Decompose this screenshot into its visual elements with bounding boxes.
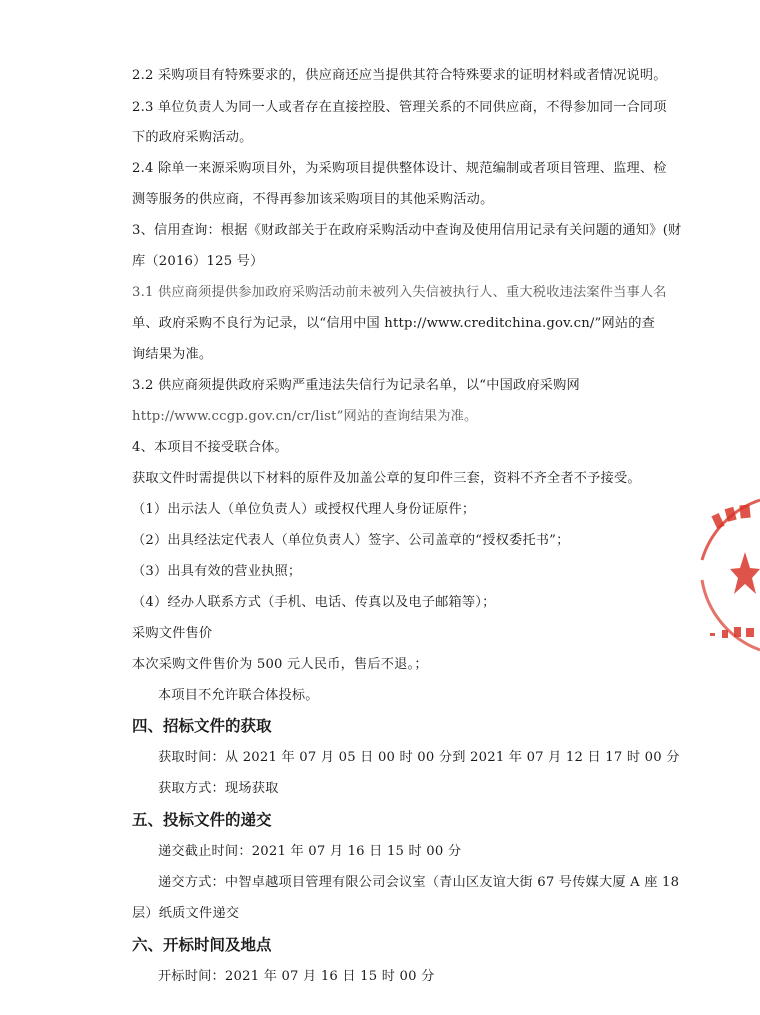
- text-line: （1）出示法人（单位负责人）或授权代理人身份证原件；: [132, 502, 476, 517]
- text-line: 3.1 供应商须提供参加政府采购活动前未被列入失信被执行人、重大税收违法案件当事人名: [132, 285, 667, 300]
- text-line: 获取文件时需提供以下材料的原件及加盖公章的复印件三套，资料不齐全者不予接受。: [132, 471, 641, 486]
- text-line: 3、信用查询：根据《财政部关于在政府采购活动中查询及使用信用记录有关问题的通知》(财: [132, 223, 682, 238]
- text-line: 3.2 供应商须提供政府采购严重违法失信行为记录名单，以“中国政府采购网: [132, 378, 580, 393]
- text-line: 4、本项目不接受联合体。: [132, 440, 288, 455]
- text-line: （3）出具有效的营业执照；: [132, 564, 302, 579]
- text-line: （4）经办人联系方式（手机、电话、传真以及电子邮箱等）；: [132, 595, 496, 610]
- text-line: （2）出具经法定代表人（单位负责人）签字、公司盖章的“授权委托书”；: [132, 533, 570, 548]
- text-line: http://www.ccgp.gov.cn/cr/list”网站的查询结果为准。: [132, 409, 478, 424]
- text-line: 获取方式：现场获取: [158, 781, 279, 796]
- section-heading-4: 四、招标文件的获取: [132, 717, 272, 735]
- section-heading-6: 六、开标时间及地点: [132, 936, 272, 954]
- text-line: 本项目不允许联合体投标。: [158, 688, 319, 703]
- company-seal-stamp: [700, 490, 760, 660]
- text-line: 获取时间：从 2021 年 07 月 05 日 00 时 00 分到 2021 年 07 月 12 日 17 时 00 分: [158, 750, 680, 765]
- text-line: 递交方式：中智卓越项目管理有限公司会议室（青山区友谊大街 67 号传媒大厦 A 座 18: [158, 875, 680, 890]
- text-line: 本次采购文件售价为 500 元人民币，售后不退。；: [132, 657, 428, 672]
- section-heading-5: 五、投标文件的递交: [132, 811, 272, 829]
- text-line: 2.3 单位负责人为同一人或者存在直接控股、管理关系的不同供应商，不得参加同一合同项: [132, 100, 667, 115]
- text-line: 测等服务的供应商，不得再参加该采购项目的其他采购活动。: [132, 192, 494, 207]
- text-line: 开标时间：2021 年 07 月 16 日 15 时 00 分: [158, 969, 435, 984]
- text-line: 采购文件售价: [132, 626, 213, 641]
- text-line: 询结果为准。: [132, 347, 213, 362]
- text-line: 递交截止时间：2021 年 07 月 16 日 15 时 00 分: [158, 844, 462, 859]
- text-line: 层）纸质文件递交: [132, 906, 240, 921]
- text-line: 2.2 采购项目有特殊要求的，供应商还应当提供其符合特殊要求的证明材料或者情况说明。: [132, 68, 667, 83]
- text-line: 2.4 除单一来源采购项目外，为采购项目提供整体设计、规范编制或者项目管理、监理、检: [132, 161, 667, 176]
- text-line: 单、政府采购不良行为记录，以“信用中国 http://www.creditchina.gov.cn/”网站的查: [132, 316, 656, 331]
- text-line: 下的政府采购活动。: [132, 130, 253, 145]
- text-line: 库（2016）125 号）: [132, 254, 264, 269]
